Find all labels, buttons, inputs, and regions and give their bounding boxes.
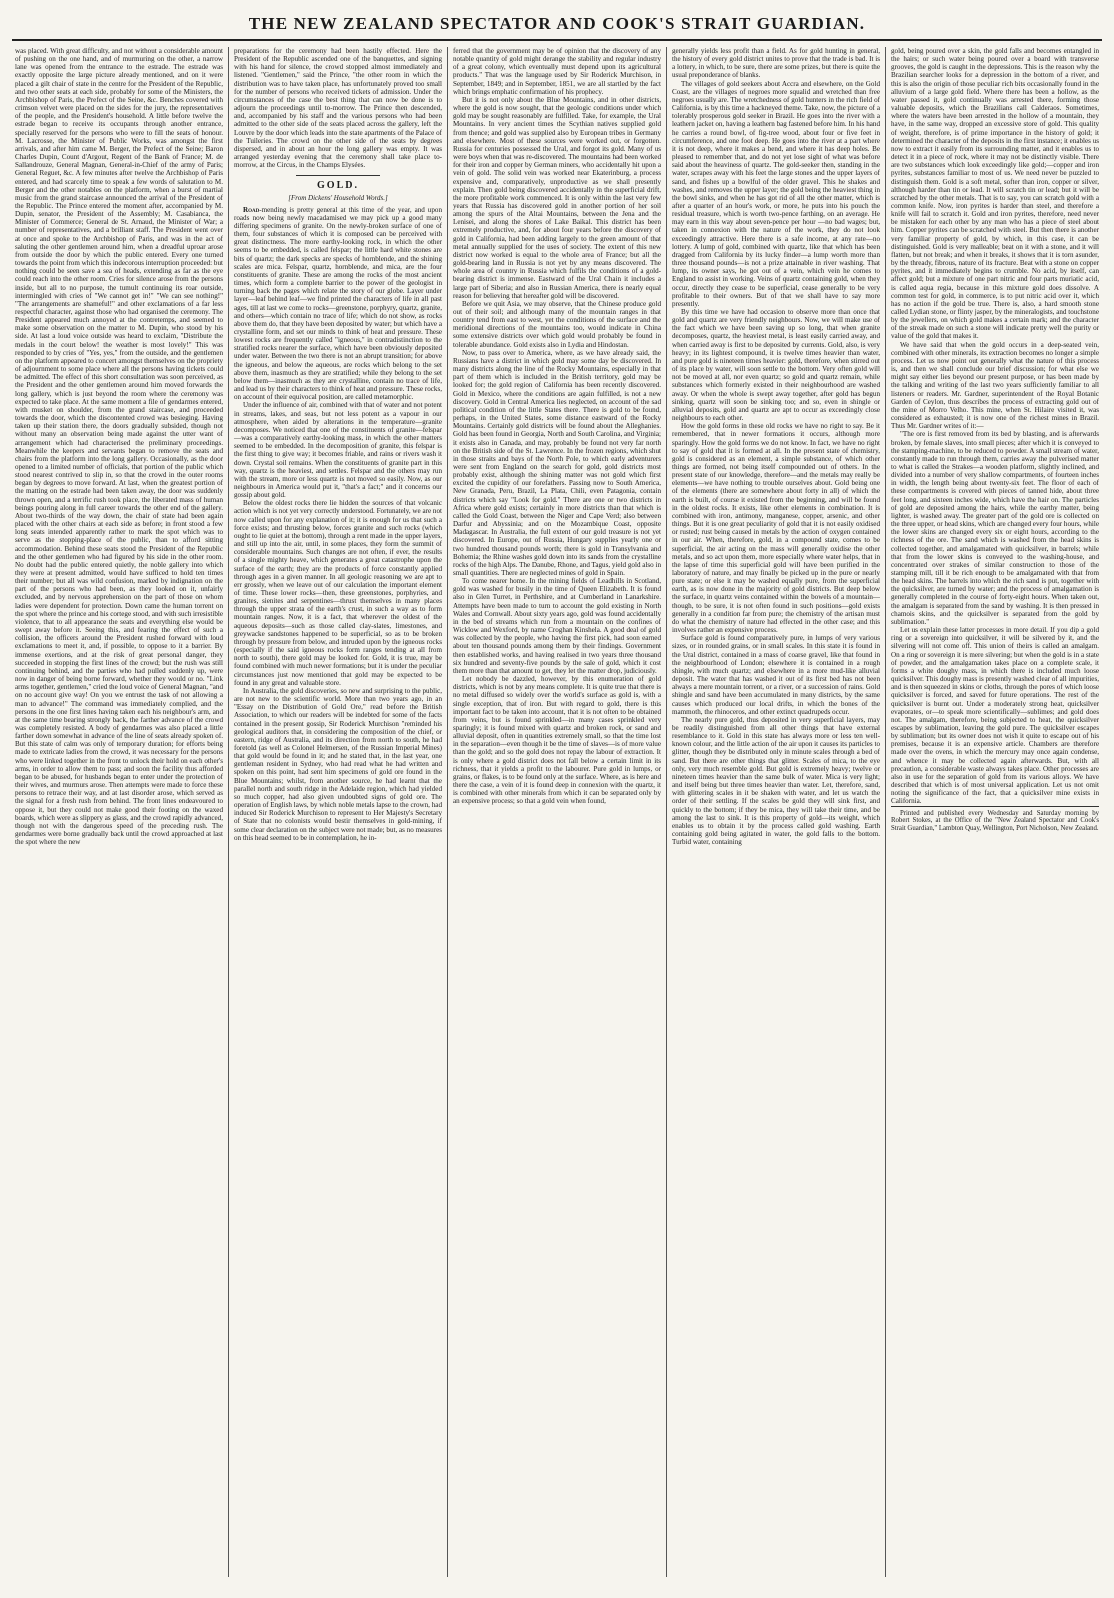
article-paragraph: generally yields less profit than a field. As for gold hunting in general, the history of every gold district unites to prove that the trade is bad. It is a lottery, in which, to be sure, there are some prizes, but there is quite the usual preponderance of blanks. xyxy=(672,47,880,80)
article-paragraph: ferred that the government may be of opinion that the discovery of any notable quantity of gold might derange the stability and regular industry of a great colony, which eventually must depend upon its agricultural products." That was the language used by Sir Roderick Murchison, in September, 1849; and in September, 1851, we are all startled by the fact which brings emphatic confirmation of his prophecy. xyxy=(453,47,661,96)
article-paragraph: By this time we have had occasion to observe more than once that gold and quartz are very friendly neighbours. Now, we will make use of the fact which we have been saving up so long, that when granite decomposes, quartz, the heaviest metal, is least easily carried away, and when carried away is first to be deposited by currents. Gold, also, is very heavy; in its lightest compound, it is twelve times heavier than water, and pure gold is nineteen times heavier: gold, therefore, when stirred out of its place by water, will soon settle to the bottom. Very often gold will not be moved at all, nor even quartz; so gold and quartz remain, while substances which formerly existed in their neighbourhood are washed away. Or when the whole is swept away together, after gold has begun sinking, quartz will soon be sinking too; and so, even in shingle or alluvial deposits, gold and quartz are apt to occur as exceedingly close neighbours to each other. xyxy=(672,308,880,423)
article-paragraph: Now, to pass over to America, where, as we have already said, the Russians have a district in which gold may some day be discovered. In many districts along the line of the Rocky Mountains, especially in that part of them which is included in the British territory, gold may be looked for; the gold region of California has been recently discovered. Gold in Mexico, where the conditions are again fulfilled, is not a new discovery. Gold in Central America lies neglected, on account of the sad political condition of the little States there. There is gold to be found, perhaps, in the United States, some distance eastward of the Rocky Mountains. Certainly gold districts will be found about the Alleghanies. Gold has been found in Georgia, North and South Carolina, and Virginia; it exists also in Canada, and may, probably be found not very far north on the British side of the St. Lawrence. In the frozen regions, which shut in those straits and bays of the North Pole, to which early adventurers were sent from England on the search for gold, gold districts most probably exist, although the shining matter was not gold which first excited the cupidity of our forefathers. Passing now to South America, New Granada, Peru, Brazil, La Plata, Chili, even Patagonia, contain districts which say "Look for gold." There are one or two districts in Africa where gold exists; certainly in more districts than that which is called the Gold Coast, between the Niger and Cape Verd; also between Darfur and Abyssinia; and on the Mozambique Coast, opposite Madagascar. In Australia, the full extent of our gold treasure is not yet discovered. In Europe, out of Russia, Hungary supplies yearly one or two hundred thousand pounds worth; there is gold in Transylvania and Bohemia; the Rhine washes gold down into its sands from the crystalline rocks of the high Alps. The Danube, Rhone, and Tagus, yield gold also in small quantities. There are neglected mines of gold in Spain. xyxy=(453,348,661,577)
article-paragraph: In Australia, the gold discoveries, so new and surprising to the public, are not new to the scientific world. More than two years ago, in an "Essay on the Distribution of Gold Ore," read before the British Association, to which our readers will be indebted for some of the facts contained in the present gossip, Sir Roderick Murchison "reminded his geological auditors that, in considering the composition of the chief, or eastern, ridge of Australia, and its direction from north to south, he had foretold (as well as Colonel Helmersen, of the Russian Imperial Mines) that gold would be found in it; and he stated that, in the last year, one gentleman resident in Sydney, who had read what he had written and spoken on this point, had sent him specimens of gold ore found in the Blue Mountains; whilst, from another source, he had learnt that the parallel north and south ridge in the Adelaide region, which had yielded so much copper, had also given undoubted signs of gold ore. The operation of English laws, by which noble metals lapse to the crown, had induced Sir Roderick Murchison to represent to Her Majesty's Secretary of State that no colonists would bestir themselves in gold-mining, if some clear declaration on the subject were not made; but, as no measures on this head seemed to be in contemplation, he in- xyxy=(234,686,442,842)
article-paragraph: How the gold forms in these old rocks we have no right to say. Be it remembered, that in newer formations it occurs, although more sparingly. How the gold forms we do not know. In fact, we have no right to say of gold that it is formed at all. In the present state of chemistry, gold is considered as an element, a simple substance, of which other things are formed, not being itself compounded out of others. In the present state of our knowledge, therefore—and the metals may really be elements—we have nothing to trouble ourselves about. Gold being one of the elements (there are somewhere about forty in all) of which the earth is built, of course it existed from the beginning, and will be found in the oldest rocks. It exists, like other elements in combination. It is combined with iron, antimony, manganese, copper, arsenic, and other things. But it is one great peculiarity of gold that it is not easily oxidised or rusted; rust being caused in metals by the action of oxygen contained in our air. When, therefore, gold, in a compound state, comes to be superficial, the air acting on the mass will generally oxidise the other metals, and so act upon them, more especially where water helps, that in the lapse of time this superficial gold will have been purified in the laboratory of nature, and may finally be picked up in the pure or nearly pure state; or else it may be washed equally pure, from the superficial earth, as is now done in the majority of gold districts. But deep below the surface, in quartz veins contained within the bowels of a mountain—though, to be sure, it is not often found in such positions—gold exists generally in a condition far from pure; the chemistry of the artisan must do what the chemistry of nature had effected in the other case; and this involves rather an expensive process. xyxy=(672,422,880,635)
article-paragraph: The nearly pure gold, thus deposited in very superficial layers, may be readily distinguished from all other things that have external resemblance to it. Gold in this state has always more or less ten well-known colour, and the little action of the air upon it causes its particles to glitter, though they be distributed only in minute scales through a bed of sand. But there are other things that glitter. Scales of mica, to the eye only, very much resemble gold. But gold is extremely heavy; twelve or nineteen times heavier than the same bulk of water. Mica is very light; and itself being but three times heavier than water. Let, therefore, sand, with glittering scales in it be shaken with water, and let us watch the order of their settling. If the scales be gold they will sink first, and quickly to the bottom; if they be mica, they will take their time, and be among the last to sink. It is this property of gold—its weight, which enables us to obtain it by the process called gold washing. Earth containing gold being agitated in water, the gold falls to the bottom. Turbid water, containing xyxy=(672,715,880,847)
column-5 xyxy=(886,47,1104,1577)
masthead: THE NEW ZEALAND SPECTATOR AND COOK'S STRAIT GUARDIAN. xyxy=(12,6,1102,41)
article-paragraph: But it is not only about the Blue Mountains, and in other districts, where the gold is now sought, that the geologic conditions under which gold may be sought reasonably are fulfilled. Take, for example, the Ural Mountains. In very ancient times the Scythian natives supplied gold from thence; and gold was supplied also by European tribes in Germany and elsewhere. Most of these sources were worked out, or forgotten. Russia for centuries possessed the Ural, and forgot its gold. Many of us were boys when that was re-discovered. The mountains had been worked for their iron and copper by German miners, who accidentally hit upon a vein of gold. The solid vein was worked near Ekaterinburg, a process expensive and, comparatively, unproductive as we shall presently explain. Then gold being discovered accidentally in the superficial drift, the more profitable work commenced. It is only within the last very few years that Russia has discovered gold in another portion of her soil among the spurs of the Altai Mountains, between the Jena and the Lenisei, and along the shores of Lake Baikal. This district has been extremely productive, and, for about four years before the discovery of gold in California, had been adding largely to the green amount of that metal annually supplied for the uses of society. The extent of this new district now worked is equal to the whole area of France; but all the gold-bearing land in Russia is not yet by any means discovered. The whole area of country in Russia which fulfils the conditions of a gold-bearing district is immense. Eastward of the Ural Chain it includes a large part of Siberia; and also in Russian America, there is nearly equal reason for believing that hereafter gold will be discovered. xyxy=(453,95,661,300)
article-paragraph: We have said that when the gold occurs in a deep-seated vein, combined with other minerals, its extraction becomes no longer a simple process. Let us now point out generally what the nature of this process is, and then we shall conclude our brief discussion; for what else we might say either lies beyond our present purpose, or has been made by the talking and writing of the last two years sufficiently familiar to all listeners or readers. Mr. Gardner, superintendent of the Royal Botanic Garden of Ceylon, thus describes the process of extracting gold out of the mine of Morro Velho. This mine, when St. Hilaire visited it, was considered as exhausted; it is now one of the richest mines in Brazil. Thus Mr. Gardner writes of it:— xyxy=(891,340,1099,431)
article-paragraph: Surface gold is found comparatively pure, in lumps of very various sizes, or in rounded grains, or in small scales. In this state it is found in the Ural district, contained in a mass of coarse gravel, like that found in the neighbourhood of London; elsewhere it is contained in a rough shingle, with much quartz; and elsewhere in a more mud-like alluvial deposit. The water that has washed it out of its first bed has not been always a mere mountain torrent, or a river, or a succession of rains. Gold shingle and sand have been accumulated in many districts, by the same causes which produced our local drifts, in which the bones of the mammoth, the rhinoceros, and other extinct quadrupeds occur. xyxy=(672,634,880,716)
article-paragraph: The villages of gold seekers about Accra and elsewhere, on the Gold Coast, are the villages of negroes more squalid and wretched than free negroes usually are. The wretchedness of gold hunters in the rich field of California, is by this time a hackneyed theme. Take, now, the picture of a tolerably prosperous gold seeker in Brazil. He goes into the river with a leathern jacket on, having a leathern bag fastened before him. In his hand he carries a round bowl, of fig-tree wood, about four or five feet in circumference, and one foot deep. He goes into the river at a part where it is not deep, where it makes a bend, and where it has deep holes. Be pleased to remember that, and do not yet lose sight of what was before said about the heaviness of quartz. The gold-seeker then, standing in the water, scrapes away with his feet the large stones and the upper layers of sand, and fishes up a bowlful of the older gravel. This he shakes and washes, and removes the upper layer; the gold being the heaviest thing in the bowl sinks, and when he has got rid of all the other matter, which is after a quarter of an hour's work, or more, he puts into his pouch the residual treasure, which is worth two-pence farthing, on an average. He may earn in this way about seven-pence per hour —no bad wages; but, taken in connexion with the nature of the work, they do not look exceedingly attractive. Here there is a safe income, at any rate—no lottery. A lump of gold, combined with quartz, like that which has been dragged from California by its lucky finder—a lump worth more than three thousand pounds—is not a prize attainable in river washing. That lump, its owner says, he got out of a vein, which vein he comes to England to assist in working. Veins of quartz containing gold, when they occur, directly they cease to be superficial, cease generally to be very profitable to their owners. But of that we shall have to say more presently. xyxy=(672,79,881,308)
columns xyxy=(10,47,1104,1577)
section-source: [From Dickens' Household Words.] xyxy=(288,193,388,202)
article-paragraph: Let us explain these latter processes in more detail. If you dip a gold ring or a sovereign into quicksilver, it will be silvered by it, and the silvering will not come off. This union of theirs is called an amalgam. On a ring or sovereign it is mere silvering; but when the gold is in a state of powder, and the amalgamation takes place on a complete scale, it forms a white doughy mass, in which there is included much loose quicksilver. This doughy mass is presently washed clear of all impurities, and is then squeezed in skins or cloths, through the pores of which loose quicksilver is forced, and saved for future operations. The rest of the quicksilver is burnt out. Under a moderately strong heat, quicksilver evaporates, or—to speak more scientifically—sublimes; and gold does not. The amalgam, therefore, being subjected to heat, the quicksilver escapes by sublimation, leaving the gold pure. The quicksilver escapes by sublimation; but its owner does not wish it quite to escape out of his premises, because it is an expensive article. Chambers are therefore made over the ovens, in which the mercury may once again condense, and whence it may be collected again afterwards. But, with all precaution, a considerable waste always takes place. Other processes are also in use for the separation of gold from its various alloys. We have described that which is of most universal application. Let us not omit noting the significance of the fact, that a quicksilver mine exists in California. xyxy=(891,626,1099,806)
article-paragraph: was placed. With great difficulty, and not without a considerable amount of pushing on the one hand, and of murmuring on the other, a narrow lane was opened from the entrance to the estrade. The estrade was exactly opposite the large picture already mentioned, and on it were placed a gilt chair of state in the centre for the President of the Republic, and two other seats at each side, probably for some of the Ministers, the Archbishop of Paris, the Prefect of the Seine, &c. Benches covered with crimson velvet were placed on the sides for the jury, the representatives of the people, and the President's household. A little before twelve the estrade began to receive its occupants through another entrance, specially reserved for the persons who were to fill the seats of honour. M. Lacrosse, the Minister of Public Works, was amongst the first arrivals, and after him came M. Berger, the Prefect of the Seine; Baron Charles Dupin, Count d'Argout, Regent of the Bank of France; M. de Sallandrouze, General Magnan, General-in-Chief of the army of Paris; General Reguet, &c. A few minutes after twelve the Archbishop of Paris entered, and had scarcely time to speak a few words of salutation to M. Berger and the other notables on the platform, when a burst of martial music from the grand staircase announced the arrival of the President of the Republic. The Prince entered the moment after, accompanied by M. Dupin, senator, the President of the Assembly; M. Casabianca, the Minister of Commerce; General de St. Arnaud, the Minister of War; a number of representatives, and a brilliant staff. The President went over at once and spoke to the Archbishop of Paris, and was in the act of saluting the other gentlemen around him, when a dreadful uproar arose from outside the door by which the public entered. Every one turned towards the point from which this indecorous interruption proceeded: but nothing could be seen save a sea of heads, extending as far as the eye could reach into the other room. Cries for silence arose from the persons inside, but all to no purpose, the tumult continuing its roar outside, intermingled with cries of "We cannot get in!" "We can see nothing!" "The arrangements are shameful!" and other exclamations of a far less respectful character, against those who had organised the ceremony. The President appeared much annoyed at the contretemps, and seemed to make some observation on the matter to M. Dupin, who stood by his side. At last a loud voice outside was heard to exclaim, "Distribute the medals in the court below! the weather is most lovely!" This was responded to by cries of "Yes, yes," from the outside, and the gentlemen on the platform appeared to concert amongst themselves on the propriety of adjournment to some place where all the persons having tickets could be admitted. The effect of this short consultation was soon perceived, as the President and the other gentlemen around him moved forwards the long gallery, which is just beyond the room where the ceremony was expected to take place. At the same moment a file of gendarmes entered, with musket on shoulder, from the grand staircase, and proceeded towards the door, which the discontented crowd was besieging. Having taken up their station there, the doors gradually subsided, though not without many an observation being made against the utter want of arrangement which had characterised the preliminary proceedings. Meanwhile the keepers and servants began to remove the seats and chairs from the platform into the long gallery. Occasionally, as the door opened to a limited number of officials, that portion of the public which stood nearest contrived to slip in, so that the crowd in the outer rooms began by degrees to move forward. At last, when the greatest portion of the matting on the estrade had been taken away, the door was suddenly thrown open, and a terrific rush took place, the liberated mass of human beings pouring along in full career towards the other end of the gallery. About two-thirds of the way down, the chair of state had been again placed with the other chairs at each side as before; in front stood a few long seats intended apparently rather to mark the spot which was to serve as the stopping-place of the public, than to afford sitting accommodation. Behind these seats stood the President of the Republic and the other gentlemen who had figured by his side in the other room. No doubt had the public entered quietly, the noble gallery into which they were at present admitted, would have sufficed to hold ten times their number; but all was wild confusion, marked by indignation on the part of the persons who had been, as they looked on it, unfairly excluded, and by nervous apprehension on the part of those on whom ladies were dependent for protection. Down came the human torrent on the spot where the prince and his cortege stood, and with such irresistible violence, that to all appearance the seats and everything else would be swept away before it. Seeing this, and fearing the effect of such a collision, the officers around the President rushed forward with loud exclamations to meet it, and, if possible, to oppose to it a barrier. By immense exertions, and at the risk of great personal danger, they succeeded in stopping the first lines of the crowd; but the rush was still continuing behind, and the parties who had pulled suddenly up, were now in danger of being borne forward, whether they would or no. "Link arms together, gentlemen," cried the loud voice of General Magnan, "and on no account give way! On you we entrust the task of not allowing a man to advance!" The command was immediately complied, and the persons in the one first lines having taken each his neighbour's arm, and at the same time bearing strongly back, the farther advance of the crowd was completely resisted. A body of gendarmes was also placed a little farther down somewhat in advance of the line of seats already spoken of. But this state of calm was only of temporary duration; for efforts being made to extricate ladies from the crowd, it was necessary for the persons who were linked together in the front to unlock their hold on each other's arms, in order to allow them to pass; and soon the facility thus afforded began to be abused, for husbands began to enter under the protection of their wives, and murmurs arose. Then attempts were made to force these persons to retrace their way, and at last disorder arose, which served as the signal for a fresh rush from behind. The front lines endeavoured to oppose it, but they could not make good their footing on the waxed boards, which were as slippery as glass, and the crowd rapidly advanced, though not with the dangerous speed of the preceding rush. The gendarmes were borne gradually back until the crowd approached at last the spot where the new xyxy=(15,47,223,847)
article-paragraph: Below the oldest rocks there lie hidden the sources of that volcanic action which is not yet very correctly understood. Fortunately, we are not now called upon for any explanation of it; it is enough for us that such a force exists; and thrusting below, forces granite and such rocks (which ought to lie quiet at the bottom), through a rent made in the upper layers, and still up into the air, until, in some places, they form the summit of considerable mountains. Such changes are not often, if ever, the results of a single mighty heave, which generates a great catastrophe upon the surface of the earth; they are the products of force constantly applied through ages in a given manner. In all geologic reasoning we are apt to err grossly, when we leave out of our calculation the important element of time. These lower rocks—then, these greenstones, porphyries, and granites, sienites and serpentines—thrust themselves in many places through the upper strata of the earth's crust, in such a way as to form mountain ranges. Now, it is a fact, that wherever the oldest of the aqueous deposits—such as those called clay-slates, limestones, and greywacke sandstones happened to be superficial, so as to be broken through by pressure from below, and intruded upon by the igneous rocks (especially if the said igneous rocks form ranges tending at all from north to south), there gold may be looked for. Gold, it is true, may be found combined with much newer formations; but it is under the peculiar circumstances just now mentioned that gold may be expected to be found in any great and valuable store. xyxy=(234,499,442,687)
article-paragraph xyxy=(234,206,442,402)
article-paragraph: Let nobody be dazzled, however, by this enumeration of gold districts, which is not by any means complete. It is quite true that there is no metal diffused so widely over the world's surface as gold is, with a single exception, that of iron. But with regard to gold, there is this important fact to be taken into account, that it is not often to be obtained from veins, but is found sprinkled—in many cases sprinkled very sparingly; it is found mixed with quartz and broken rock, or sand and alluvial deposit, often in quantities extremely small, so that the time lost in the separation—even though it be the time of slaves—is of more value than the gold; and so the gold does not repay the labour of extraction. It is only where a gold district does not fall below a certain limit in its richness, that it yields a profit to the labourer. Pure gold in lumps, or grains, or flakes, is to be found only at the surface. Where, as is here and there the case, a vein of it is found deep in connexion with the quartz, it is combined with other minerals from which it can be separated only by an expensive process; so that a gold vein when found, xyxy=(453,675,661,806)
article-paragraph: To come nearer home. In the mining fields of Leadhills in Scotland, gold was washed for busily in the time of Queen Elizabeth. It is found also in Glen Turret, in Perthshire, and at Cumberland in Lanarkshire. Attempts have been made to turn to account the gold existing in North Wales and Cornwall. About sixty years ago, gold was found accidentally in the bed of streams which run from a mountain on the confines of Wicklow and Wexford, by name Croghan Kinshela. A good deal of gold was collected by the people, who having the first pick, had soon earned about ten thousand pounds among them by their findings. Government then established works, and having realised in two years three thousand six hundred and seventy-five pounds by the sale of gold, which it cost them more than that amount to get, they let the matter drop, judiciously. xyxy=(453,577,661,675)
divider xyxy=(296,175,379,176)
article-paragraph: preparations for the ceremony had been hastily effected. Here the President of the Republic ascended one of the banquettes, and signing with his hand for silence, the crowd stopped almost immediately and listened. "Gentlemen," said the Prince, "the other room in which the distribution was to have taken place, has unfortunately proved too small for the number of persons who received tickets of admission. Under the circumstances of the case the best thing that can now be done is to adjourn the proceedings until to-morrow. The Prince then descended, and, accompanied by his staff and the various persons who had been admitted to the other side of the seats placed across the gallery, left the Louvre by the door which leads into the state apartments of the Palace of the Tuileries. The crowd on the other side of the seats by degrees dispersed, and in about an hour the long gallery was empty. It was arranged yesterday evening that the ceremony shall take place to-morrow, at the Circus, in the Champs Elysées. xyxy=(234,47,442,170)
article-paragraph: gold, being poured over a skin, the gold falls and becomes entangled in the hairs; or such water being poured over a board with transverse grooves, the gold is caught in the depressions. This is the reason why the Brazilian searcher looks for a depression in the bottom of a river, and this is also the origin of those peculiar rich bits occasionally found in the alluvium of a large gold field. Where there has been a hollow, as the water passed it, gold continually was arrested there, forming those valuable deposits, which the Brazilians call Calderaos. Sometimes, where the waters have been arrested in the hollow of a mountain, they have, in the same way, dropped an excessive store of gold. This quality of weight, therefore, is of prime importance in the history of gold; it determined the character of the deposits in the first instance; it enables us now to extract it easily from its surrounding matter, and it enables us to detect it in a piece of rock, where it may not be distinctly visible. There are two substances which look exceedingly like gold;—copper and iron pyrites, substances familiar to most of us. We need never be puzzled to distinguish them. Gold is a soft metal, softer than iron, copper or silver, although harder than tin or lead. It will scratch tin or lead; but it will be scratched by the other metals. That is to say, you can scratch gold with a common knife. Now, iron pyrites is harder than steel, and therefore a knife will fail to scratch it. Gold and iron pyrites, therefore, need never be mistaken for each other by any man who has a piece of steel about him. Copper pyrites can be scratched with steel. But then there is another very familiar property of gold, by which, in this case, it can be distinguished. Gold is very malleable; beat on it with a stone, and it will flatten, but not break; and when it breaks, it shows that it is torn asunder, by the thready, fibrous, nature of its fracture. Beat with a stone on copper pyrites, and it immediately begins to crumble. No acid, by itself, can affect gold; but a mixture of one part nitric and four parts muriatic acid, is called aqua regia, because in this mixture gold does dissolve. A common test for gold, in commerce, is to put nitric acid over it, which has no action if the gold be true. There is, also, a hard smooth stone called Lydian stone, or flinty jasper, by the mineralogists, and touchstone by the jewellers, on which gold makes a certain mark; and the character of the streak made on such a stone will indicate pretty well the purity or value of the gold that makes it. xyxy=(891,47,1100,341)
opening-word: Road xyxy=(243,205,260,214)
article-paragraph: Under the influence of air, combined with that of water and not potent in streams, lakes, and seas, but not less potent as a vapour in our atmosphere, when aided by alterations in the temperature—granite decomposes. We noticed that one of the constituents of granite—felspar—was a comparatively earthy-looking mass, in which the other matters seemed to be embedded. In the decomposition of granite, this felspar is the first thing to give way; it becomes friable, and rains or rivers wash it down. Crystal soil remains. When the constituents of granite part in this way, quartz is the heaviest, and settles. Felspar and the others may run with the stream, more or less quartz is not moved so easily. Now, as our neighbours in America would put it, "that's a fact;" and it concerns our gossip about gold. xyxy=(234,401,442,500)
newspaper-page xyxy=(10,6,1104,1586)
publisher-imprint: Printed and published every Wednesday and Saturday morning by Robert Stokes, at the Office of the "New Zealand Spectator and Cook's Strait Guardian," Lambton Quay, Wellington, Port Nicholson, New Zealand. xyxy=(891,806,1099,833)
column-3 xyxy=(448,47,667,1577)
section-title: GOLD. xyxy=(317,180,359,192)
article-paragraph: Before we quit Asia, we may observe, that the Chinese produce gold out of their soil; and although many of the mountain ranges in that country tend from east to west, yet the conditions of the surface and the meridional directions of the mountains too, would indicate in China some extensive districts over which gold would probably be found in tolerable abundance. Gold exists also in Lydia and Hindostan. xyxy=(453,299,661,349)
column-1 xyxy=(10,47,229,1577)
column-2 xyxy=(229,47,448,1577)
column-4 xyxy=(667,47,886,1577)
opening-text: -mending is pretty general at this time of the year, and upon roads now being newly macadamised we may pick up a good many differing specimens of granite. On the newly-broken surface of one of them, four substances of which it is composed can be perceived with great distinctness. The more earthy-looking rock, in which the other seems to be embedded, is called felspar; the little hard white stones are bits of quartz; the dark specks are specks of hornblende, and the shining scales are mica. Felspar, quartz, hornblende, and mica, are the four constituents of granite. These are among the rocks of the most ancient times, which form a complete barrier to the power of the geologist in turning back the pages which relate the story of our globe. Layer under layer—leaf behind leaf—we find printed the characters of life in all past ages, till at last we come to rocks—greenstone, porphyry, quartz, granite, and others—which contain no trace of life; which do not show, as rocks above them do, that they have been deposited by water; but which have a crystalline form, and set our minds to think of heat and pressure. These lowest rocks are frequently called "igneous," in contradistinction to the stratified rocks nearer the surface, which have been obviously deposited under water. Between the two there is not an abrupt transition; for above the igneous, and below the aqueous, are rocks which belong to the set above them, inasmuch as they are stratified; while they belong to the set below them—inasmuch as they are crystalline, contain no trace of life, and lead us by their characters to think of heat and pressure. These rocks, on account of their equivocal position, are called metamorphic. xyxy=(234,205,442,402)
article-paragraph: "The ore is first removed from its bed by blasting, and is afterwards broken, by female slaves, into small pieces; after which it is conveyed to the stamping-machine, to be reduced to powder. A small stream of water, constantly made to run through them, carries away the pulverised matter to what is called the Strakes—a wooden platform, slightly inclined, and divided into a number of very shallow compartments, of fourteen inches in width, the length being about twenty-six feet. The floor of each of these compartments is covered with pieces of tanned hide, about three feet long, and sixteen inches wide, which have the hair on. The particles of gold are deposited among the hairs, while the earthy matter, being lighter, is washed away. The greater part of the gold ore is collected on the three upper, or head skins, which are changed every four hours, while the lower skins are changed every six or eight hours, according to the richness of the ore. The sand which is washed from the head skins is collected together, and amalgamated with quicksilver, in barrels; while that from the lower skins is conveyed to the washing-house, and concentrated over strakes of similar construction to those of the stamping mill, till it be rich enough to be amalgamated with that from the head skins. The barrels into which the rich sand is put, together with the quicksilver, are turned by water; and the process of amalgamation is generally completed in the course of forty-eight hours. When taken out, the amalgam is separated from the sand by washing. It is then pressed in chamois skins, and the quicksilver is separated from the gold by sublimation." xyxy=(891,430,1099,626)
